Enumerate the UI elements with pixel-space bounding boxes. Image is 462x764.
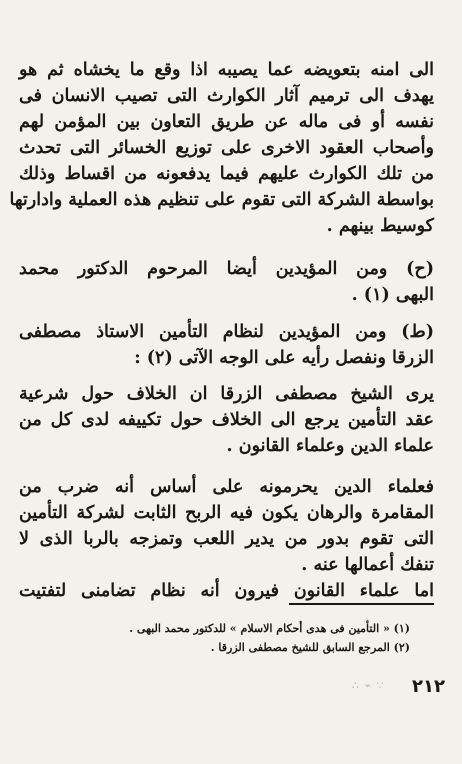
body-line: عقد التأمين يرجع الى الخلاف حول تكييفه لدى كل من (19, 410, 434, 430)
body-line: المقامرة والرهان يكون فيه الربح الثابت لشركة التأمين (19, 503, 434, 523)
body-line: اما علماء القانون فيرون أنه نظام تضامنى لتفتيت (19, 581, 434, 601)
body-line: يرى الشيخ مصطفى الزرقا ان الخلاف حول شرعية (19, 384, 434, 404)
body-line: تنفك أعمالها عنه . (301, 555, 434, 575)
body-line: الزرقا ونفصل رأيه على الوجه الآتى (٢) : (134, 348, 434, 368)
body-line: التى تقوم بدور من يدير اللعب وتمزجه بالربا الذى لا (19, 529, 434, 549)
body-line: من تلك الكوارث عليهم فيما يدفعونه من اقساط وذلك (19, 164, 434, 184)
body-line: بواسطة الشركة التى تقوم على تنظيم هذه العملية وادارتها (9, 190, 434, 210)
body-line: البهى (١) . (351, 285, 434, 305)
body-line: فعلماء الدين يحرمونه على أساس أنه ضرب من (19, 477, 434, 497)
body-line: (ط) ومن المؤيدين لنظام التأمين الاستاذ مصطفى (19, 322, 434, 342)
footnote: (١) « التأمين فى هدى أحكام الاسلام » للدكتور محمد البهى . (129, 622, 410, 635)
body-line: نفسه أو فى ماله عن طريق التعاون بين المؤمن لهم (19, 112, 434, 132)
body-line: الى امنه بتعويضه عما يصيبه اذا وقع ما يخشاه ثم هو (19, 60, 434, 80)
page-number: ٢١٢ (412, 676, 445, 697)
footnote: (٢) المرجع السابق للشيخ مصطفى الزرقا . (210, 641, 410, 654)
body-line: علماء الدين وعلماء القانون . (226, 436, 434, 456)
body-line: (ح) ومن المؤيدين أيضا المرحوم الدكتور محمد (19, 259, 434, 279)
footnote-divider (289, 603, 434, 605)
body-line: وأصحاب العقود الاخرى على توزيع الخسائر التى تحدث (19, 138, 434, 158)
faded-stamp-mark: ∴ ⌁ ∵ (352, 679, 385, 692)
body-line: كوسيط بينهم . (326, 216, 434, 236)
body-line: يهدف الى ترميم آثار الكوارث التى تصيب الانسان فى (19, 86, 434, 106)
